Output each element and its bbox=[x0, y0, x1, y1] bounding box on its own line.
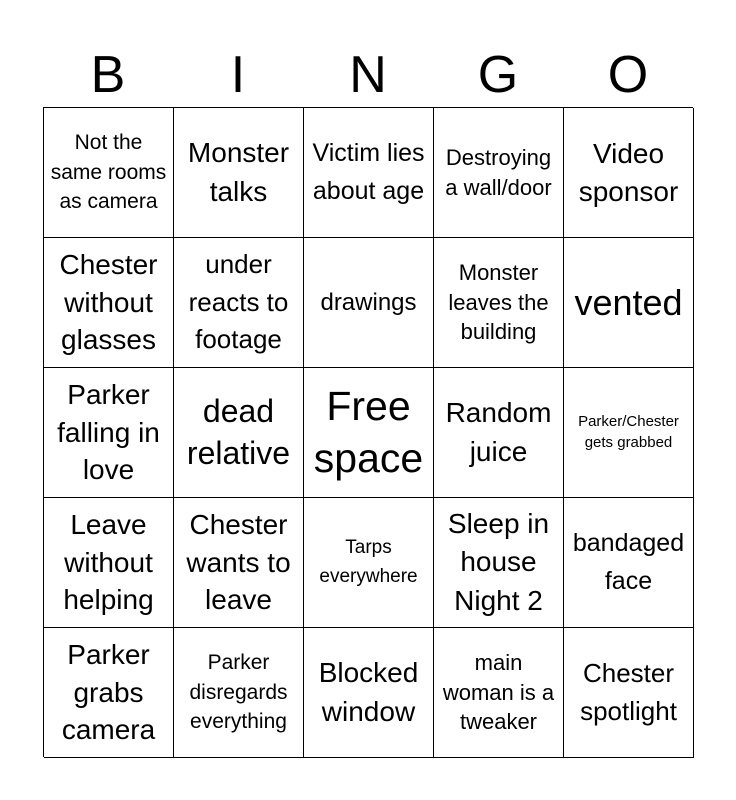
bingo-cell[interactable]: Not the same rooms as camera bbox=[44, 108, 174, 238]
bingo-cell[interactable]: main woman is a tweaker bbox=[434, 628, 564, 758]
bingo-cell[interactable]: Sleep in house Night 2 bbox=[434, 498, 564, 628]
bingo-cell[interactable]: drawings bbox=[304, 238, 434, 368]
bingo-cell[interactable]: Monster talks bbox=[174, 108, 304, 238]
header-letter-b: B bbox=[90, 46, 126, 104]
header-letter-i: I bbox=[230, 46, 246, 104]
bingo-cell[interactable]: Chester without glasses bbox=[44, 238, 174, 368]
bingo-cell[interactable]: Blocked window bbox=[304, 628, 434, 758]
bingo-cell[interactable]: vented bbox=[564, 238, 694, 368]
header-letter-n: N bbox=[349, 46, 387, 104]
bingo-cell[interactable]: Chester spotlight bbox=[564, 628, 694, 758]
bingo-cell[interactable]: Parker/Chester gets grabbed bbox=[564, 368, 694, 498]
bingo-board bbox=[43, 107, 693, 757]
bingo-header bbox=[43, 44, 693, 106]
bingo-cell[interactable]: Random juice bbox=[434, 368, 564, 498]
bingo-cell[interactable]: Parker falling in love bbox=[44, 368, 174, 498]
bingo-cell[interactable]: Victim lies about age bbox=[304, 108, 434, 238]
bingo-cell[interactable]: Monster leaves the building bbox=[434, 238, 564, 368]
bingo-cell[interactable]: under reacts to footage bbox=[174, 238, 304, 368]
header-letter-o: O bbox=[607, 46, 649, 104]
bingo-cell[interactable]: bandaged face bbox=[564, 498, 694, 628]
bingo-cell[interactable]: Parker disregards everything bbox=[174, 628, 304, 758]
bingo-cell[interactable]: Chester wants to leave bbox=[174, 498, 304, 628]
bingo-cell[interactable]: Destroying a wall/door bbox=[434, 108, 564, 238]
bingo-cell[interactable]: Parker grabs camera bbox=[44, 628, 174, 758]
free-space-cell[interactable]: Free space bbox=[304, 368, 434, 498]
header-letter-g: G bbox=[477, 46, 519, 104]
bingo-cell[interactable]: Tarps everywhere bbox=[304, 498, 434, 628]
bingo-cell[interactable]: Leave without helping bbox=[44, 498, 174, 628]
bingo-cell[interactable]: Video sponsor bbox=[564, 108, 694, 238]
bingo-cell[interactable]: dead relative bbox=[174, 368, 304, 498]
